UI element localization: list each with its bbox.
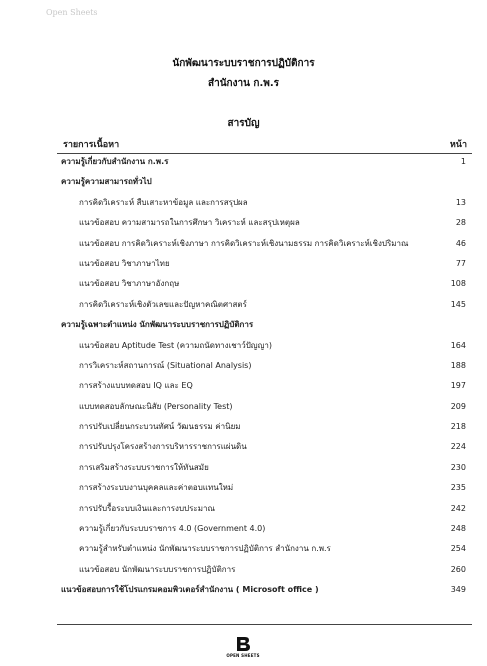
toc-entry-page: 28	[455, 218, 466, 228]
toc-item-row	[57, 234, 472, 254]
toc-entry-label: ความรู้เกี่ยวกับระบบราชการ 4.0 (Government 4.0)	[79, 524, 266, 534]
toc-item-row	[57, 397, 472, 417]
toc-entry-page: 349	[450, 585, 466, 595]
toc-entry-label: แนวข้อสอบ วิชาภาษาไทย	[79, 258, 170, 268]
toc-entry-label: ความรู้เฉพาะตำแหน่ง นักพัฒนาระบบราชการปฏิบัติการ	[61, 320, 254, 330]
document-subtitle: สำนักงาน ก.พ.ร	[207, 78, 280, 89]
toc-entry-page: 254	[450, 544, 466, 554]
footer-divider	[57, 624, 472, 625]
toc-item-row	[57, 560, 472, 580]
toc-entry-page: 1	[460, 157, 466, 166]
toc-entry-page: 197	[450, 381, 466, 391]
toc-item-row	[57, 376, 472, 396]
toc-item-row	[57, 539, 472, 559]
toc-entry-page: 230	[450, 462, 466, 472]
toc-entry-page: 235	[450, 483, 466, 493]
toc-entry-label: การปรับเปลี่ยนกระบวนทัศน์ วัฒนธรรม ค่านิยม	[79, 422, 241, 432]
toc-item-row	[57, 519, 472, 539]
toc-entry-page: 218	[450, 422, 466, 432]
toc-item-row	[57, 213, 472, 233]
toc-entry-label: แนวข้อสอบ การคิดวิเคราะห์เชิงภาษา การคิดวิเคราะห์เชิงนามธรรม การคิดวิเคราะห์เชิงปริมาณ	[79, 238, 409, 248]
toc-section-row	[57, 152, 472, 172]
toc-entry-label: ความรู้เกี่ยวกับสำนักงาน ก.พ.ร	[61, 157, 169, 166]
document-title: นักพัฒนาระบบราชการปฏิบัติการ	[172, 58, 315, 69]
toc-entry-label: แนวข้อสอบ ความสามารถในการศึกษา วิเคราะห์ และสรุปเหตุผล	[79, 218, 300, 228]
toc-entry-label: การคิดวิเคราะห์ สืบเสาะหาข้อมูล และการสรุปผล	[79, 197, 248, 207]
toc-entry-page: 108	[450, 279, 466, 289]
toc-entry-page: 188	[450, 360, 466, 370]
toc-entry-label: การคิดวิเคราะห์เชิงตัวเลขและปัญหาคณิตศาสตร์	[79, 299, 247, 309]
toc-entry-label: แนวข้อสอบ Aptitude Test (ความถนัดทางเชาว์ปัญญา)	[79, 340, 273, 350]
toc-entry-page: 13	[455, 197, 466, 207]
toc-item-row	[57, 336, 472, 356]
toc-item-row	[57, 417, 472, 437]
toc-entry-label: แนวข้อสอบการใช้โปรแกรมคอมพิวเตอร์สำนักงาน ( Microsoft office )	[61, 585, 319, 595]
toc-entry-label: การสร้างระบบงานบุคคลและค่าตอบแทนใหม่	[79, 483, 234, 493]
open-sheets-logo-icon	[234, 636, 252, 652]
toc-header-page: หน้า	[449, 140, 467, 150]
toc-item-row	[57, 295, 472, 315]
toc-item-row	[57, 254, 472, 274]
toc-list	[57, 152, 472, 601]
toc-entry-page: 77	[455, 258, 466, 268]
toc-entry-page: 46	[455, 238, 466, 248]
toc-entry-label: การเสริมสร้างระบบราชการให้ทันสมัย	[79, 462, 209, 472]
toc-entry-label: การปรับรื้อระบบเงินและการงบประมาณ	[79, 503, 215, 513]
toc-entry-page: 260	[450, 564, 466, 574]
toc-entry-label: การปรับปรุงโครงสร้างการบริหารราชการแผ่นดิน	[79, 442, 247, 452]
toc-heading: สารบัญ	[227, 118, 260, 129]
toc-item-row	[57, 478, 472, 498]
toc-item-row	[57, 458, 472, 478]
footer-brand: OPEN SHEETS	[226, 653, 260, 658]
toc-item-row	[57, 499, 472, 519]
watermark: Open Sheets	[46, 8, 98, 17]
toc-entry-label: ความรู้สำหรับตำแหน่ง นักพัฒนาระบบราชการปฏิบัติการ สำนักงาน ก.พ.ร	[79, 544, 331, 554]
toc-item-row	[57, 193, 472, 213]
toc-entry-label: การสร้างแบบทดสอบ IQ และ EQ	[79, 381, 193, 391]
toc-entry-page: 209	[450, 401, 466, 411]
toc-section-row	[57, 172, 472, 192]
toc-entry-label: แบบทดสอบลักษณะนิสัย (Personality Test)	[79, 401, 233, 411]
toc-item-row	[57, 437, 472, 457]
toc-header-contents: รายการเนื้อหา	[63, 140, 120, 150]
toc-entry-label: ความรู้ความสามารถทั่วไป	[61, 177, 152, 187]
toc-item-row	[57, 274, 472, 294]
toc-entry-label: แนวข้อสอบ นักพัฒนาระบบราชการปฏิบัติการ	[79, 564, 236, 574]
toc-entry-label: แนวข้อสอบ วิชาภาษาอังกฤษ	[79, 279, 180, 289]
toc-entry-label: การวิเคราะห์สถานการณ์ (Situational Analysis)	[79, 360, 252, 370]
footer-logo	[225, 636, 261, 658]
toc-entry-page: 164	[450, 340, 466, 350]
toc-entry-page: 248	[450, 524, 466, 534]
toc-section-row	[57, 315, 472, 335]
toc-item-row	[57, 356, 472, 376]
toc-section-row	[57, 580, 472, 600]
toc-entry-page: 145	[450, 299, 466, 309]
toc-entry-page: 224	[450, 442, 466, 452]
toc-entry-page: 242	[450, 503, 466, 513]
